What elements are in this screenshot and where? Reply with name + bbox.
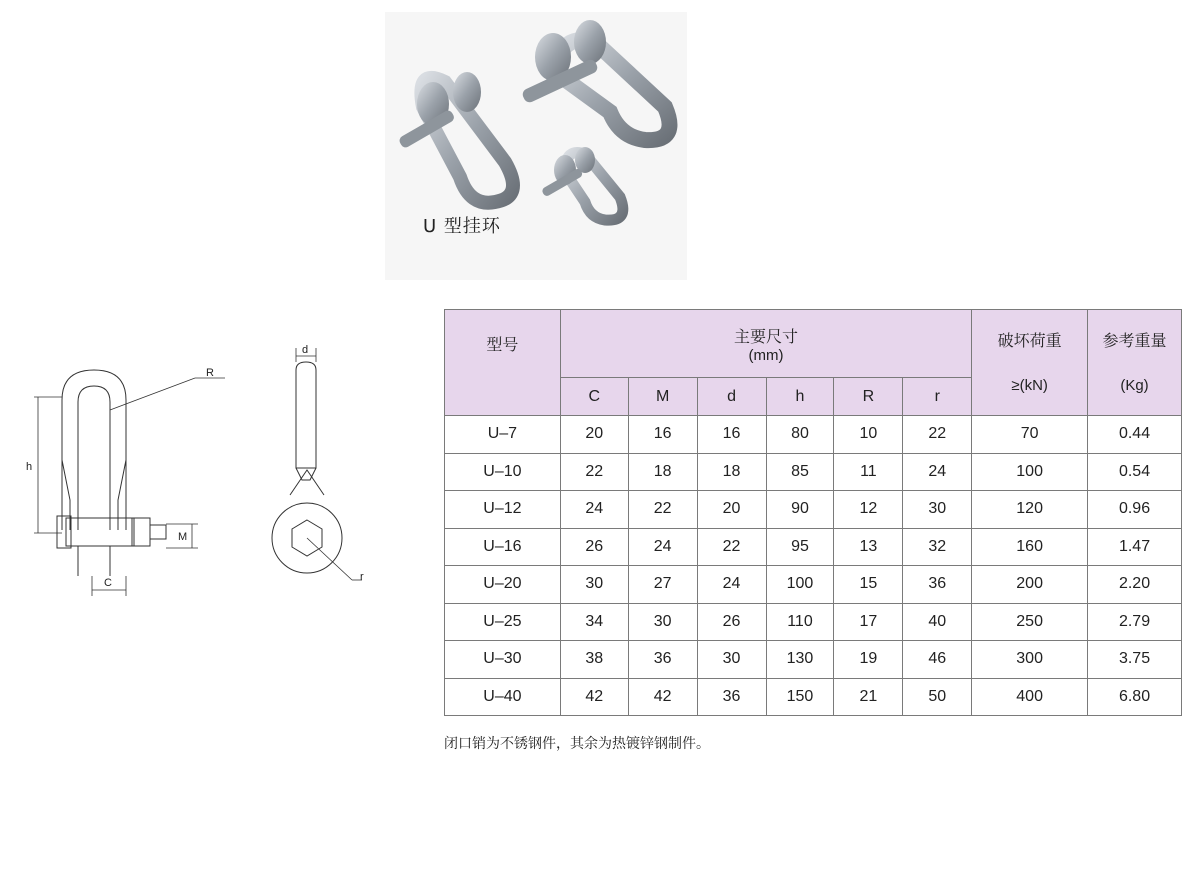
cell-weight: 0.44 (1088, 416, 1182, 454)
cell-model: U–40 (445, 678, 561, 716)
cell-C: 22 (560, 453, 628, 491)
cell-d: 26 (697, 603, 766, 641)
header-col-C: C (560, 378, 628, 416)
cell-M: 30 (628, 603, 697, 641)
cell-d: 20 (697, 491, 766, 529)
table-row (445, 678, 1182, 716)
cell-weight: 6.80 (1088, 678, 1182, 716)
cell-d: 22 (697, 528, 766, 566)
table-row (445, 416, 1182, 454)
shackle-left-photo (398, 72, 513, 203)
cell-load: 70 (972, 416, 1088, 454)
technical-drawing (0, 300, 420, 620)
cell-M: 42 (628, 678, 697, 716)
cell-M: 36 (628, 641, 697, 679)
footnote: 闭口销为不锈钢件，其余为热镀锌钢制件。 (444, 736, 710, 752)
cell-M: 24 (628, 528, 697, 566)
table-row (445, 566, 1182, 604)
cell-R: 21 (834, 678, 903, 716)
header-col-R: R (834, 378, 903, 416)
front-view (57, 370, 166, 576)
cell-weight: 1.47 (1088, 528, 1182, 566)
table-row (445, 641, 1182, 679)
cell-r: 30 (903, 491, 972, 529)
cell-r: 40 (903, 603, 972, 641)
cell-d: 36 (697, 678, 766, 716)
header-main-dims: 主要尺寸 (mm) (560, 310, 971, 378)
cell-r: 24 (903, 453, 972, 491)
cell-r: 32 (903, 528, 972, 566)
product-photo (385, 12, 687, 280)
shackle-right-photo (521, 20, 670, 140)
label-h: h (26, 461, 33, 473)
cell-M: 16 (628, 416, 697, 454)
header-model: 型号 (445, 310, 561, 416)
cell-load: 100 (972, 453, 1088, 491)
cell-weight: 2.20 (1088, 566, 1182, 604)
cell-R: 10 (834, 416, 903, 454)
cell-d: 30 (697, 641, 766, 679)
label-M: M (178, 531, 188, 543)
side-view (272, 348, 362, 580)
cell-model: U–12 (445, 491, 561, 529)
label-C: C (104, 577, 112, 589)
header-ref-weight: 参考重量 (Kg) (1088, 310, 1182, 416)
cell-load: 200 (972, 566, 1088, 604)
cell-R: 11 (834, 453, 903, 491)
table-row (445, 528, 1182, 566)
header-col-d: d (697, 378, 766, 416)
cell-C: 38 (560, 641, 628, 679)
cell-C: 30 (560, 566, 628, 604)
u-shackle-photo-illustration (385, 12, 687, 280)
table-row (445, 603, 1182, 641)
cell-C: 42 (560, 678, 628, 716)
shackle-small-photo (541, 147, 623, 220)
cell-M: 18 (628, 453, 697, 491)
cell-load: 400 (972, 678, 1088, 716)
cell-d: 16 (697, 416, 766, 454)
cell-model: U–20 (445, 566, 561, 604)
cell-R: 12 (834, 491, 903, 529)
header-breaking-load: 破坏荷重 ≥(kN) (972, 310, 1088, 416)
cell-r: 22 (903, 416, 972, 454)
table-row (445, 453, 1182, 491)
cell-h: 150 (766, 678, 834, 716)
cell-M: 27 (628, 566, 697, 604)
cell-model: U–16 (445, 528, 561, 566)
cell-load: 300 (972, 641, 1088, 679)
cell-M: 22 (628, 491, 697, 529)
cell-C: 20 (560, 416, 628, 454)
cell-C: 24 (560, 491, 628, 529)
cell-d: 18 (697, 453, 766, 491)
cell-C: 26 (560, 528, 628, 566)
cell-h: 110 (766, 603, 834, 641)
cell-R: 13 (834, 528, 903, 566)
header-col-r: r (903, 378, 972, 416)
spec-table (444, 309, 1182, 716)
cell-r: 50 (903, 678, 972, 716)
cell-r: 46 (903, 641, 972, 679)
cell-model: U–7 (445, 416, 561, 454)
cell-h: 90 (766, 491, 834, 529)
cell-model: U–30 (445, 641, 561, 679)
cell-weight: 0.96 (1088, 491, 1182, 529)
label-r: r (360, 571, 364, 583)
cell-load: 250 (972, 603, 1088, 641)
table-row (445, 491, 1182, 529)
cell-load: 160 (972, 528, 1088, 566)
cell-h: 95 (766, 528, 834, 566)
cell-weight: 2.79 (1088, 603, 1182, 641)
cell-h: 130 (766, 641, 834, 679)
cell-R: 15 (834, 566, 903, 604)
cell-h: 100 (766, 566, 834, 604)
cell-R: 19 (834, 641, 903, 679)
cell-h: 80 (766, 416, 834, 454)
cell-h: 85 (766, 453, 834, 491)
cell-C: 34 (560, 603, 628, 641)
cell-model: U–10 (445, 453, 561, 491)
header-col-h: h (766, 378, 834, 416)
cell-R: 17 (834, 603, 903, 641)
cell-load: 120 (972, 491, 1088, 529)
cell-d: 24 (697, 566, 766, 604)
cell-model: U–25 (445, 603, 561, 641)
cell-weight: 3.75 (1088, 641, 1182, 679)
photo-caption: U 型挂环 (423, 216, 501, 237)
header-col-M: M (628, 378, 697, 416)
label-d: d (302, 344, 309, 356)
label-R: R (206, 367, 214, 379)
cell-weight: 0.54 (1088, 453, 1182, 491)
cell-r: 36 (903, 566, 972, 604)
